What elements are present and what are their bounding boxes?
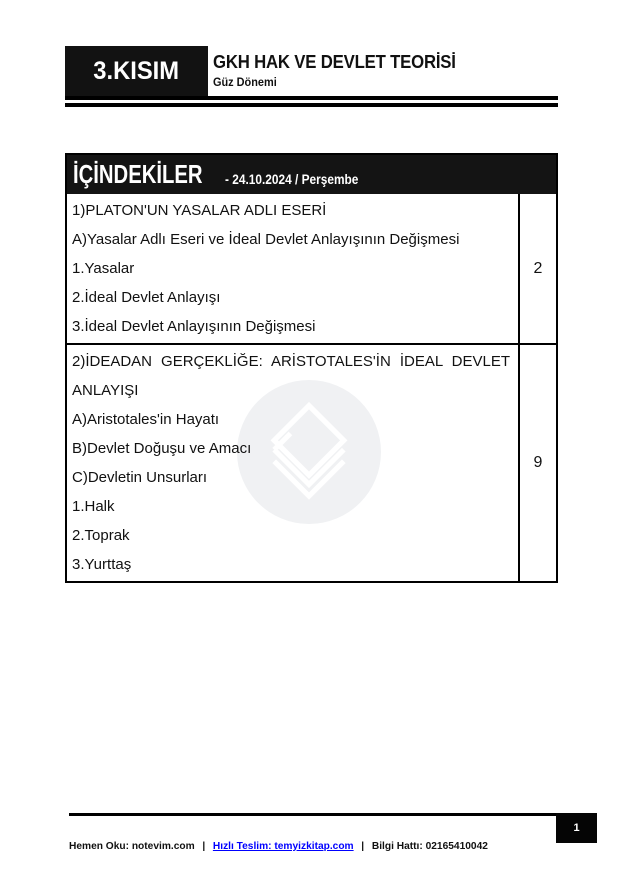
toc-item: A)Aristotales'in Hayatı: [72, 411, 220, 428]
footer-separator: |: [361, 840, 365, 852]
footer-read-text: Hemen Oku: notevim.com: [69, 840, 195, 852]
toc-item: B)Devlet Doğuşu ve Amacı: [72, 440, 252, 457]
toc-item: 1.Yasalar: [72, 260, 135, 277]
footer-phone-text: Bilgi Hattı: 02165410042: [371, 840, 488, 852]
toc-item: 1.Halk: [72, 498, 115, 515]
page-number-box: [556, 813, 597, 843]
toc-date: - 24.10.2024 / Perşembe: [225, 171, 359, 187]
toc-topics-cell: [67, 194, 520, 343]
toc-item: A)Yasalar Adlı Eseri ve İdeal Devlet Anlayışının Değişmesi: [72, 231, 460, 248]
toc-item: 2.Toprak: [72, 527, 130, 544]
course-title: GKH HAK VE DEVLET TEORİSİ: [213, 52, 456, 72]
toc-title: İÇİNDEKİLER: [73, 159, 203, 189]
footer-separator: |: [202, 840, 206, 852]
toc-header-bar: [67, 155, 556, 194]
course-term: Güz Dönemi: [213, 77, 277, 89]
toc-item: C)Devletin Unsurları: [72, 469, 208, 486]
footer-shop-link[interactable]: Hızlı Teslim: temyizkitap.com: [212, 840, 354, 852]
page-number: 1: [573, 822, 580, 834]
section-label: 3.KISIM: [93, 57, 180, 85]
footer-divider: [69, 813, 556, 816]
course-header: [213, 52, 563, 91]
toc-topics-cell: [67, 345, 520, 581]
toc-page-number: 2: [533, 259, 543, 277]
toc-item: 3.İdeal Devlet Anlayışının Değişmesi: [72, 318, 316, 335]
toc-item: 3.Yurttaş: [72, 556, 132, 573]
toc-row: [67, 194, 556, 343]
header-divider: [65, 96, 558, 107]
toc-item: 2)İDEADAN GERÇEKLİĞE: ARİSTOTALES'İN İDEAL DEVLET ANLAYIŞI: [72, 353, 510, 399]
section-label-box: [65, 46, 208, 97]
toc-item: 2.İdeal Devlet Anlayışı: [72, 289, 221, 306]
toc-rows: [67, 194, 556, 581]
toc-table: [65, 153, 558, 583]
toc-page-number: 9: [533, 454, 543, 471]
footer-contact-line: [69, 840, 488, 852]
toc-item: 1)PLATON'UN YASALAR ADLI ESERİ: [72, 202, 327, 219]
toc-row: [67, 343, 556, 581]
